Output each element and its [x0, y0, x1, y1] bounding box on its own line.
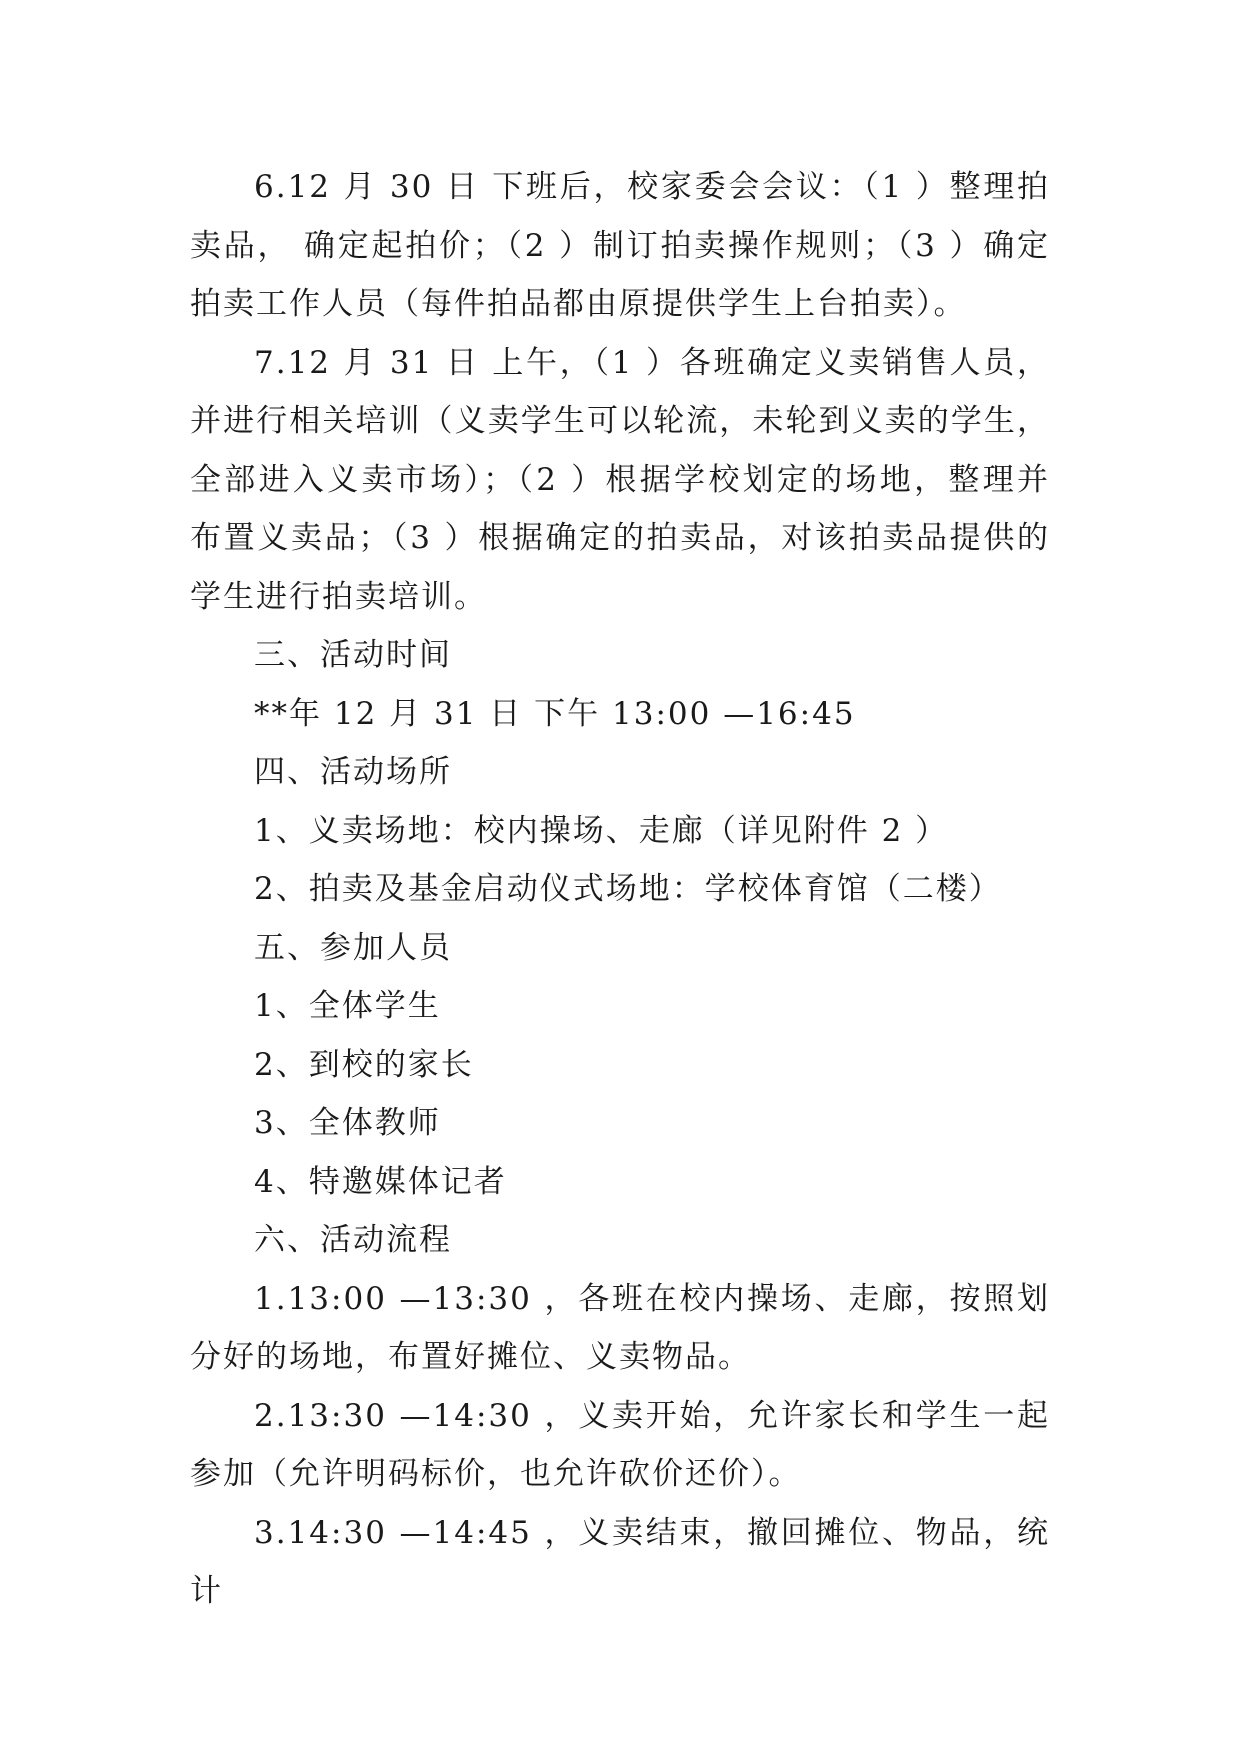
paragraph-meeting-dec30: 6.12 月 30 日 下班后，校家委会会议：（1 ）整理拍卖品， 确定起拍价；（2 ）制订拍卖操作规则；（3 ）确定拍卖工作人员（每件拍品都由原提供学生上台拍卖）。: [190, 169, 1050, 322]
venue-item-charity-sale: 1、义卖场地：校内操场、走廊（详见附件 2 ）: [254, 812, 949, 849]
venue-item-auction: 2、拍卖及基金启动仪式场地：学校体育馆（二楼）: [254, 871, 1002, 907]
participant-item-teachers: 3、全体教师: [254, 1105, 441, 1141]
participant-item-students: 1、全体学生: [254, 988, 441, 1024]
paragraph-preparation-dec31: 7.12 月 31 日 上午，（1 ）各班确定义卖销售人员，并进行相关培训（义卖学生可以轮流，未轮到义卖的学生，全部进入义卖市场）；（2 ）根据学校划定的场地，整理并布置义卖品；（3 ）根据确定的拍卖品，对该拍卖品提供的学生进行拍卖培训。: [190, 344, 1050, 615]
activity-time-value: **年 12 月 31 日 下午 13:00 —16:45: [254, 695, 856, 732]
heading-activity-venue: 四、活动场所: [254, 754, 452, 790]
process-step-1: 1.13:00 —13:30 ，各班在校内操场、走廊，按照划分好的场地，布置好摊位、义卖物品。: [190, 1280, 1050, 1375]
participant-item-media: 4、特邀媒体记者: [254, 1163, 507, 1200]
heading-activity-process: 六、活动流程: [254, 1222, 452, 1258]
heading-activity-time: 三、活动时间: [254, 637, 452, 673]
document-body: [190, 158, 1050, 1621]
heading-participants: 五、参加人员: [254, 929, 452, 966]
participant-item-parents: 2、到校的家长: [254, 1046, 474, 1083]
process-step-2: 2.13:30 —14:30 ，义卖开始，允许家长和学生一起参加（允许明码标价，也允许砍价还价）。: [190, 1397, 1050, 1492]
process-step-3: 3.14:30 —14:45 ，义卖结束，撤回摊位、物品，统计: [190, 1514, 1050, 1609]
